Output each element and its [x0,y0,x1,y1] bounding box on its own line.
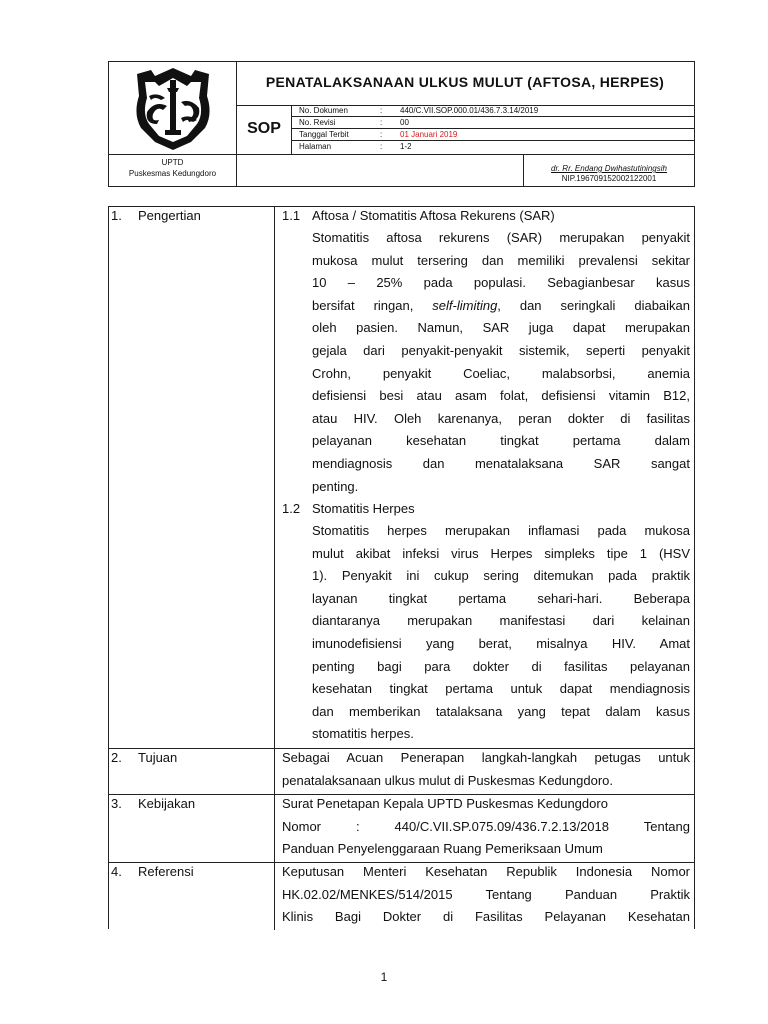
paragraph-line: Keputusan Menteri Kesehatan Republik Indonesia Nomor [282,864,690,879]
signature-block [524,164,694,184]
paragraph-line: pelayanan kesehatan tingkat pertama dalam [312,433,690,449]
paragraph-line: dan memberikan tatalaksana yang tepat dalam kasus [312,703,690,719]
sop-label: SOP [247,120,281,137]
paragraph-line: Panduan Penyelenggaraan Ruang Pemeriksaan Umum [282,841,603,857]
section-number: 3. [111,796,122,811]
meta-separator: : [380,142,383,151]
paragraph-line: penting. [312,478,359,494]
divider [109,154,694,155]
paragraph-line: Crohn, penyakit Coeliac, malabsorbsi, anemia [312,365,690,381]
paragraph-line: mukosa mulut tersering dan memiliki prevalensi sekitar [312,252,690,268]
meta-value: 1-2 [400,142,412,151]
document-meta [292,105,694,154]
organization-name [109,157,236,179]
meta-row-issue-date [292,129,694,141]
subsection-number: 1.1 [282,208,301,223]
paragraph-herpes [312,520,690,746]
city-emblem-logo [121,66,225,152]
paragraph-line: Stomatitis aftosa rekurens (SAR) merupakan penyakit [312,230,690,245]
meta-value: 00 [400,118,409,127]
meta-value: 440/C.VII.SOP.000.01/436.7.3.14/2019 [400,106,539,115]
meta-row-page [292,141,694,152]
paragraph-line: defisiensi besi atau asam folat, defisiensi vitamin B12, [312,388,690,404]
subsection-heading-aftosa [282,208,692,226]
meta-value: 01 Januari 2019 [400,130,458,139]
paragraph-line: bersifat ringan, self-limiting, dan seringkali diabaikan [312,297,690,313]
meta-key: No. Dokumen [299,106,348,115]
meta-key: Tanggal Terbit [299,130,349,139]
sop-content-table [108,206,695,929]
paragraph-line: layanan tingkat pertama sehari-hari. Beberapa [312,590,690,606]
paragraph-line: kesehatan tingkat pertama untuk dapat mendiagnosis [312,681,690,697]
paragraph-line: imunodefisiensi yang berat, misalnya HIV. Amat [312,635,690,651]
paragraph-line: atau HIV. Oleh karenanya, peran dokter di fasilitas [312,410,690,426]
org-line-2: Puskesmas Kedungdoro [128,169,217,178]
paragraph-line: penatalaksanaan ulkus mulut di Puskesmas Kedungdoro. [282,772,613,788]
meta-key: Halaman [299,142,332,151]
paragraph-line: Nomor : 440/C.VII.SP.075.09/436.7.2.13/2018 Tentang [282,818,690,834]
page-number: 1 [380,970,388,984]
subsection-heading-herpes [282,501,692,519]
section-title: Referensi [138,864,194,879]
paragraph-line: Stomatitis herpes merupakan inflamasi pada mukosa [312,523,690,538]
paragraph-line: gejala dari penyakit-penyakit sistemik, seperti penyakit [312,342,690,358]
paragraph-line: diantaranya merupakan manifestasi dari kelainan [312,613,690,629]
subsection-title: Stomatitis Herpes [312,501,415,516]
section-number: 2. [111,750,122,765]
paragraph-line: Surat Penetapan Kepala UPTD Puskesmas Kedungdoro [282,796,608,811]
section-body-referensi [282,861,690,929]
paragraph-line: oleh pasien. Namun, SAR juga dapat merupakan [312,320,690,336]
meta-separator: : [380,130,383,139]
paragraph-line: Klinis Bagi Dokter di Fasilitas Pelayanan Kesehatan [282,909,690,925]
paragraph-line: 10 – 25% pada populasi. Sebagianbesar kasus [312,275,690,291]
section-body-kebijakan [282,793,690,861]
sop-header-table [108,61,695,187]
paragraph-line: Sebagai Acuan Penerapan langkah-langkah petugas untuk [282,750,690,765]
section-title: Pengertian [138,208,201,223]
section-title: Tujuan [138,750,178,765]
section-label-kebijakan [109,796,274,814]
section-label-tujuan [109,750,274,768]
paragraph-line: mulut akibat infeksi virus Herpes simpleks tipe 1 (HSV [312,545,690,561]
paragraph-line: HK.02.02/MENKES/514/2015 Tentang Panduan Praktik [282,886,690,902]
signer-nip: NIP.196709152002122001 [561,174,657,183]
meta-row-document-number [292,105,694,117]
meta-row-revision [292,117,694,129]
org-line-1: UPTD [161,158,184,167]
meta-separator: : [380,106,383,115]
subsection-number: 1.2 [282,501,301,516]
meta-key: No. Revisi [299,118,336,127]
paragraph-line: stomatitis herpes. [312,726,414,742]
paragraph-line: mendiagnosis dan menatalaksana SAR sangat [312,455,690,471]
paragraph-line: 1). Penyakit ini cukup sering ditemukan pada praktik [312,568,690,584]
paragraph-line: penting bagi para dokter di fasilitas pelayanan [312,658,690,674]
paragraph-aftosa [312,227,690,498]
section-label-pengertian [109,208,274,226]
section-number: 4. [111,864,122,879]
subsection-title: Aftosa / Stomatitis Aftosa Rekurens (SAR) [312,208,555,223]
italic-term: self-limiting [432,297,498,313]
signer-name: dr. Rr. Endang Dwihastutiningsih [551,164,667,173]
divider [274,207,275,930]
section-title: Kebijakan [138,796,196,811]
meta-separator: : [380,118,383,127]
section-number: 1. [111,208,122,223]
section-body-tujuan [282,747,690,792]
section-label-referensi [109,864,274,882]
document-title: PENATALAKSANAAN ULKUS MULUT (AFTOSA, HERPES) [265,74,665,90]
